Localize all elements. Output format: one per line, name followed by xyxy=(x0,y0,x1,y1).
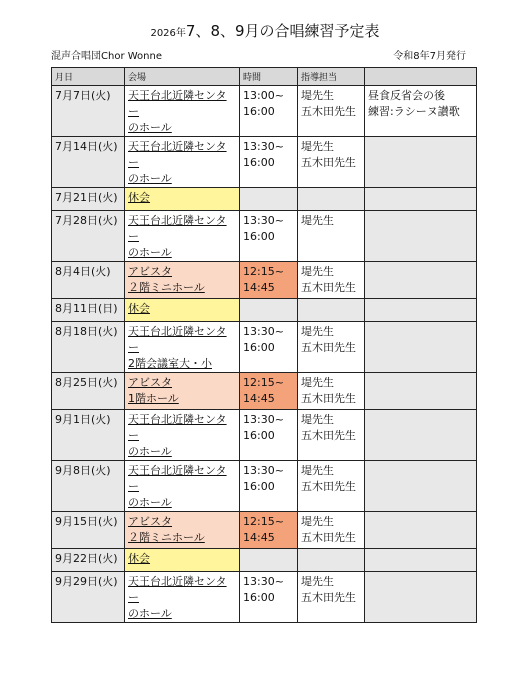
instructor-1: 堤先生 xyxy=(301,214,334,227)
notes-cell xyxy=(365,512,477,549)
date-cell xyxy=(52,549,125,572)
title-main: 7、8、9月の合唱練習予定表 xyxy=(185,22,380,40)
instructor-1: 堤先生 xyxy=(301,413,334,426)
schedule-table xyxy=(51,67,477,623)
notes-cell xyxy=(365,188,477,211)
notes-cell xyxy=(365,262,477,299)
date-cell xyxy=(52,373,125,410)
recess-label: 休会 xyxy=(128,302,150,315)
date-cell xyxy=(52,461,125,512)
recess-label: 休会 xyxy=(128,191,150,204)
note-line-2: 練習:ラシーヌ讃歌 xyxy=(368,105,460,118)
time-cell xyxy=(240,211,298,262)
instructor-1: 堤先生 xyxy=(301,265,334,278)
venue-room: のホール xyxy=(128,246,172,259)
venue-cell xyxy=(125,299,240,322)
table-row xyxy=(52,188,477,211)
venue-room: のホール xyxy=(128,121,172,134)
venue-cell xyxy=(125,373,240,410)
instructor-2: 五木田先生 xyxy=(301,480,356,493)
venue-name: 天王台北近隣センター xyxy=(128,140,227,169)
time-cell xyxy=(240,461,298,512)
venue-cell xyxy=(125,86,240,137)
instructor-cell xyxy=(298,137,365,188)
instructor-cell xyxy=(298,572,365,623)
notes-cell xyxy=(365,137,477,188)
column-header-venue: 会場 xyxy=(125,68,240,86)
start-time: 13:00~ xyxy=(243,89,284,102)
recess-label: 休会 xyxy=(128,552,150,565)
venue-room: ２階ミニホール xyxy=(128,531,205,544)
instructor-cell xyxy=(298,410,365,461)
start-time: 12:15~ xyxy=(243,265,284,278)
table-row xyxy=(52,410,477,461)
schedule-body xyxy=(52,86,477,623)
start-time: 13:30~ xyxy=(243,214,284,227)
instructor-1: 堤先生 xyxy=(301,464,334,477)
time-cell xyxy=(240,373,298,410)
table-row xyxy=(52,549,477,572)
date-text: 8月11日(日) xyxy=(55,302,118,315)
notes-cell xyxy=(365,461,477,512)
venue-cell xyxy=(125,461,240,512)
venue-cell xyxy=(125,572,240,623)
venue-room: のホール xyxy=(128,496,172,509)
start-time: 13:30~ xyxy=(243,325,284,338)
instructor-2: 五木田先生 xyxy=(301,392,356,405)
table-row xyxy=(52,373,477,410)
column-header-date: 月日 xyxy=(52,68,125,86)
page-title xyxy=(0,20,530,41)
date-text: 7月7日(火) xyxy=(55,89,111,102)
venue-name: 天王台北近隣センター xyxy=(128,575,227,604)
end-time: 14:45 xyxy=(243,392,275,405)
title-year: 2026年 xyxy=(150,28,186,39)
instructor-1: 堤先生 xyxy=(301,515,334,528)
notes-cell xyxy=(365,86,477,137)
date-cell xyxy=(52,299,125,322)
venue-cell xyxy=(125,137,240,188)
time-cell xyxy=(240,512,298,549)
date-text: 7月21日(火) xyxy=(55,191,118,204)
date-cell xyxy=(52,512,125,549)
end-time: 16:00 xyxy=(243,591,275,604)
start-time: 13:30~ xyxy=(243,140,284,153)
date-cell xyxy=(52,211,125,262)
venue-cell xyxy=(125,262,240,299)
date-text: 8月25日(火) xyxy=(55,376,118,389)
instructor-cell xyxy=(298,211,365,262)
table-row xyxy=(52,322,477,373)
date-text: 9月15日(火) xyxy=(55,515,118,528)
table-row xyxy=(52,461,477,512)
table-row xyxy=(52,512,477,549)
venue-room: のホール xyxy=(128,607,172,620)
start-time: 12:15~ xyxy=(243,515,284,528)
notes-cell xyxy=(365,322,477,373)
instructor-cell xyxy=(298,512,365,549)
date-cell xyxy=(52,137,125,188)
venue-room: 2階会議室大・小 xyxy=(128,357,212,370)
instructor-cell xyxy=(298,549,365,572)
end-time: 16:00 xyxy=(243,230,275,243)
table-row xyxy=(52,299,477,322)
instructor-1: 堤先生 xyxy=(301,89,334,102)
instructor-cell xyxy=(298,188,365,211)
venue-cell xyxy=(125,410,240,461)
time-cell xyxy=(240,572,298,623)
time-cell xyxy=(240,262,298,299)
venue-cell xyxy=(125,211,240,262)
notes-cell xyxy=(365,572,477,623)
instructor-cell xyxy=(298,373,365,410)
venue-name: アビスタ xyxy=(128,376,172,389)
venue-room: 1階ホール xyxy=(128,392,179,405)
start-time: 13:30~ xyxy=(243,413,284,426)
venue-name: 天王台北近隣センター xyxy=(128,214,227,243)
end-time: 16:00 xyxy=(243,480,275,493)
notes-cell xyxy=(365,549,477,572)
table-header-row xyxy=(52,68,477,86)
instructor-1: 堤先生 xyxy=(301,325,334,338)
date-text: 9月22日(火) xyxy=(55,552,118,565)
venue-cell xyxy=(125,322,240,373)
organization-name: 混声合唱団Chor Wonne xyxy=(51,51,162,62)
venue-name: アビスタ xyxy=(128,265,172,278)
note-line-1: 昼食反省会の後 xyxy=(368,89,445,102)
column-header-notes xyxy=(365,68,477,86)
date-cell xyxy=(52,86,125,137)
table-row xyxy=(52,211,477,262)
date-cell xyxy=(52,322,125,373)
venue-room: のホール xyxy=(128,445,172,458)
instructor-2: 五木田先生 xyxy=(301,156,356,169)
instructor-2: 五木田先生 xyxy=(301,429,356,442)
time-cell xyxy=(240,137,298,188)
date-cell xyxy=(52,188,125,211)
table-row xyxy=(52,86,477,137)
issue-date: 令和8年7月発行 xyxy=(393,51,466,62)
instructor-cell xyxy=(298,299,365,322)
table-row xyxy=(52,572,477,623)
date-text: 9月29日(火) xyxy=(55,575,118,588)
instructor-2: 五木田先生 xyxy=(301,341,356,354)
start-time: 13:30~ xyxy=(243,575,284,588)
date-text: 8月18日(火) xyxy=(55,325,118,338)
time-cell xyxy=(240,549,298,572)
instructor-cell xyxy=(298,461,365,512)
venue-cell xyxy=(125,549,240,572)
instructor-cell xyxy=(298,262,365,299)
instructor-cell xyxy=(298,322,365,373)
table-row xyxy=(52,137,477,188)
instructor-1: 堤先生 xyxy=(301,376,334,389)
date-cell xyxy=(52,572,125,623)
start-time: 13:30~ xyxy=(243,464,284,477)
notes-cell xyxy=(365,211,477,262)
notes-cell xyxy=(365,410,477,461)
venue-name: 天王台北近隣センター xyxy=(128,89,227,118)
instructor-2: 五木田先生 xyxy=(301,105,356,118)
end-time: 14:45 xyxy=(243,281,275,294)
table-row xyxy=(52,262,477,299)
instructor-1: 堤先生 xyxy=(301,140,334,153)
end-time: 16:00 xyxy=(243,341,275,354)
column-header-instructor: 指導担当 xyxy=(298,68,365,86)
time-cell xyxy=(240,86,298,137)
end-time: 16:00 xyxy=(243,156,275,169)
venue-room: のホール xyxy=(128,172,172,185)
instructor-2: 五木田先生 xyxy=(301,531,356,544)
time-cell xyxy=(240,299,298,322)
time-cell xyxy=(240,410,298,461)
date-text: 9月1日(火) xyxy=(55,413,111,426)
instructor-1: 堤先生 xyxy=(301,575,334,588)
instructor-2: 五木田先生 xyxy=(301,281,356,294)
instructor-2: 五木田先生 xyxy=(301,591,356,604)
end-time: 16:00 xyxy=(243,429,275,442)
instructor-cell xyxy=(298,86,365,137)
date-text: 7月28日(火) xyxy=(55,214,118,227)
end-time: 16:00 xyxy=(243,105,275,118)
time-cell xyxy=(240,188,298,211)
venue-room: ２階ミニホール xyxy=(128,281,205,294)
venue-name: アビスタ xyxy=(128,515,172,528)
time-cell xyxy=(240,322,298,373)
notes-cell xyxy=(365,299,477,322)
date-cell xyxy=(52,410,125,461)
venue-name: 天王台北近隣センター xyxy=(128,325,227,354)
date-cell xyxy=(52,262,125,299)
venue-cell xyxy=(125,188,240,211)
date-text: 7月14日(火) xyxy=(55,140,118,153)
date-text: 8月4日(火) xyxy=(55,265,111,278)
date-text: 9月8日(火) xyxy=(55,464,111,477)
notes-cell xyxy=(365,373,477,410)
start-time: 12:15~ xyxy=(243,376,284,389)
venue-name: 天王台北近隣センター xyxy=(128,464,227,493)
venue-name: 天王台北近隣センター xyxy=(128,413,227,442)
venue-cell xyxy=(125,512,240,549)
end-time: 14:45 xyxy=(243,531,275,544)
column-header-time: 時間 xyxy=(240,68,298,86)
